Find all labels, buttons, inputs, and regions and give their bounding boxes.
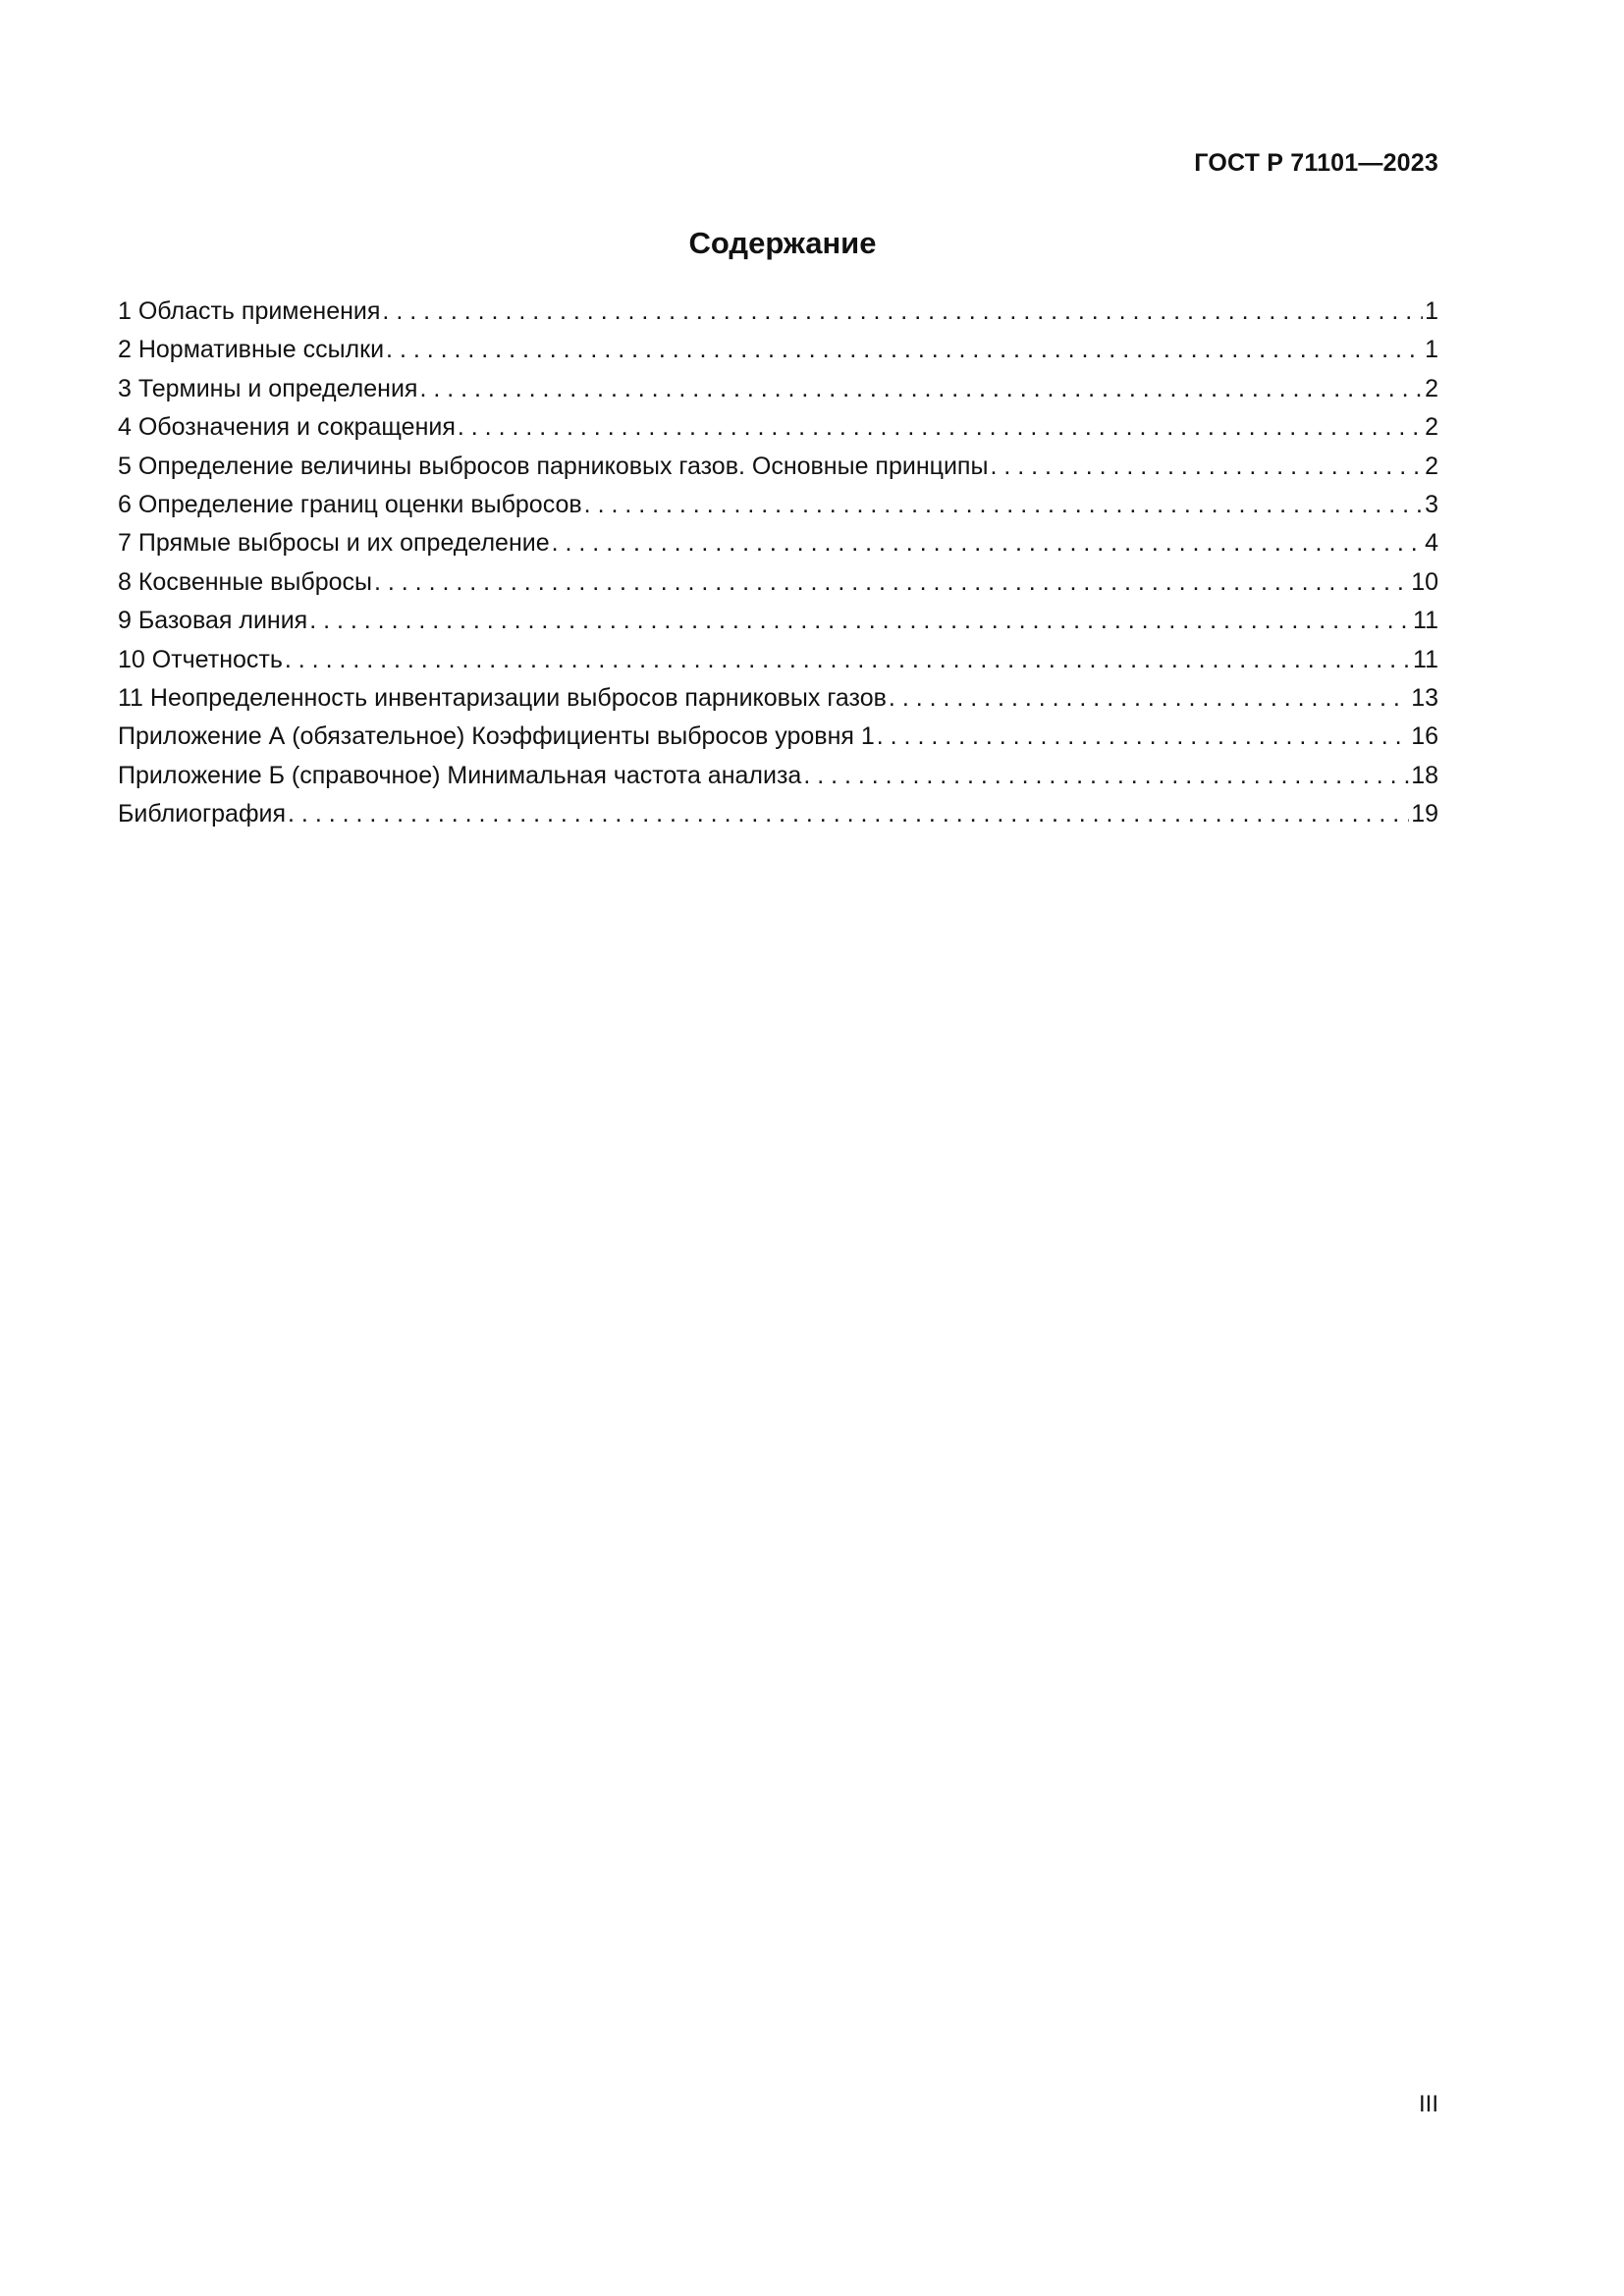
toc-entry-label: Приложение Б (справочное) Минимальная частота анализа (118, 761, 802, 789)
dot-leader (374, 563, 1409, 602)
toc-entry-label: 7 Прямые выбросы и их определение (118, 529, 550, 558)
toc-entry-bibliography[interactable] (118, 795, 1438, 833)
dot-leader (584, 486, 1423, 524)
document-code: ГОСТ Р 71101—2023 (1194, 149, 1438, 177)
page-number: III (1418, 2091, 1438, 2117)
toc-title: Содержание (688, 226, 877, 260)
toc-entry-indirect-emissions[interactable] (118, 563, 1438, 602)
dot-leader (990, 448, 1423, 486)
dot-leader (382, 293, 1423, 331)
toc-entry-label: 11 Неопределенность инвентаризации выбросов парниковых газов (118, 683, 887, 712)
toc-entry-page: 10 (1411, 567, 1438, 596)
toc-entry-annex-b[interactable] (118, 757, 1438, 795)
toc-entry-page: 13 (1411, 683, 1438, 712)
toc-entry-page: 2 (1425, 413, 1438, 442)
toc-entry-label: 1 Область применения (118, 297, 381, 325)
toc-entry-baseline[interactable] (118, 602, 1438, 640)
dot-leader (877, 718, 1409, 756)
toc-entry-reporting[interactable] (118, 641, 1438, 679)
toc-entry-label: 6 Определение границ оценки выбросов (118, 490, 582, 518)
toc-entry-label: Приложение А (обязательное) Коэффициенты выбросов уровня 1 (118, 722, 875, 751)
toc-entry-emission-principles[interactable] (118, 448, 1438, 486)
toc-entry-label: 2 Нормативные ссылки (118, 336, 385, 364)
toc-entry-uncertainty[interactable] (118, 679, 1438, 718)
dot-leader (419, 370, 1423, 408)
toc-entry-label: 10 Отчетность (118, 645, 283, 673)
toc-entry-label: Библиография (118, 800, 287, 828)
toc-entry-page: 1 (1425, 336, 1438, 364)
toc-entry-label: 5 Определение величины выбросов парниковых газов. Основные принципы (118, 452, 989, 480)
dot-leader (803, 757, 1409, 795)
toc-entry-page: 11 (1413, 607, 1438, 635)
toc-entry-page: 16 (1411, 722, 1438, 751)
toc-entry-page: 1 (1425, 297, 1438, 325)
dot-leader (458, 408, 1423, 447)
dot-leader (889, 679, 1409, 718)
dot-leader (386, 331, 1423, 369)
toc-entry-label: 9 Базовая линия (118, 607, 308, 635)
dot-leader (288, 795, 1409, 833)
toc-entry-page: 2 (1425, 452, 1438, 480)
toc-entry-label: 3 Термины и определения (118, 374, 418, 402)
toc-entry-annex-a[interactable] (118, 718, 1438, 756)
table-of-contents (118, 293, 1438, 833)
toc-entry-terms[interactable] (118, 370, 1438, 408)
toc-entry-label: 8 Косвенные выбросы (118, 567, 372, 596)
toc-entry-page: 3 (1425, 490, 1438, 518)
toc-entry-page: 19 (1411, 800, 1438, 828)
toc-entry-abbreviations[interactable] (118, 408, 1438, 447)
toc-entry-normative-references[interactable] (118, 331, 1438, 369)
toc-entry-direct-emissions[interactable] (118, 524, 1438, 562)
toc-entry-page: 2 (1425, 374, 1438, 402)
toc-entry-page: 18 (1411, 761, 1438, 789)
toc-entry-page: 4 (1425, 529, 1438, 558)
dot-leader (552, 524, 1423, 562)
toc-entry-boundaries[interactable] (118, 486, 1438, 524)
toc-entry-page: 11 (1413, 645, 1438, 673)
dot-leader (309, 602, 1411, 640)
toc-entry-label: 4 Обозначения и сокращения (118, 413, 456, 442)
toc-entry-scope[interactable] (118, 293, 1438, 331)
dot-leader (285, 641, 1411, 679)
